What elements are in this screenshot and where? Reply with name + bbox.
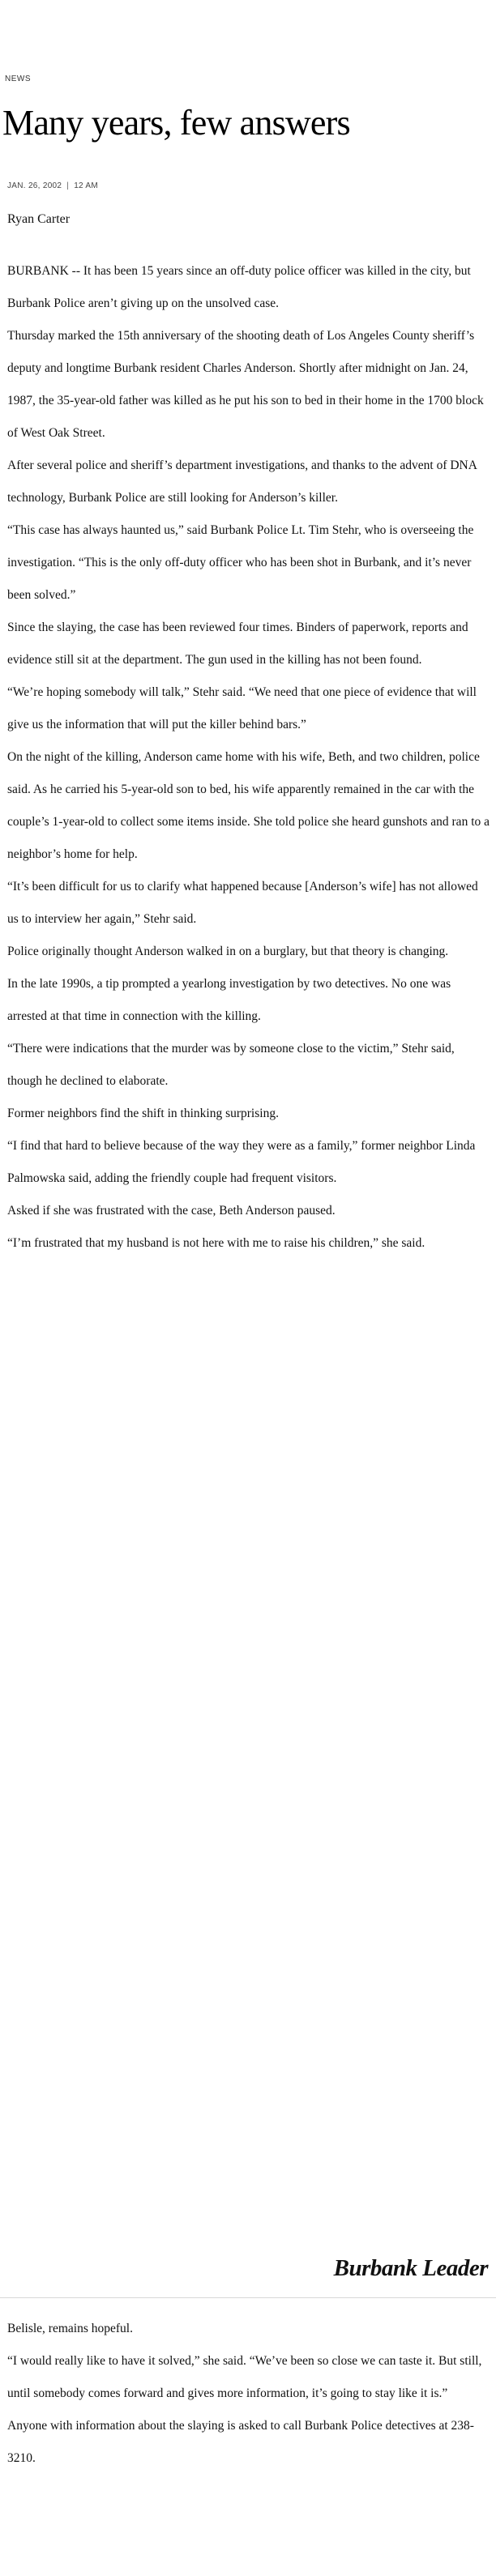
byline-author[interactable]: Ryan Carter — [7, 212, 71, 226]
paragraph: Anyone with information about the slaying is asked to call Burbank Police detectives at 238-3210. — [7, 2419, 474, 2465]
paragraph: Since the slaying, the case has been reviewed four times. Binders of paperwork, reports and evidence still sit at the department. The gun used in the killing has not been found. — [7, 621, 468, 667]
paragraph: “I would really like to have it solved,” she said. “We’ve been so close we can taste it. But still, until somebody comes forward and gives more information, it’s going to stay like it is.” — [7, 2354, 482, 2400]
publish-date: JAN. 26, 2002 — [7, 181, 62, 190]
paragraph: Thursday marked the 15th anniversary of the shooting death of Los Angeles County sheriff’s deputy and longtime Burbank resident Charles Anderson. Shortly after midnight on Jan. 24, 1987, the 35-year-old father was killed as he put his son to bed in their home in the 1700 block of West Oak Street. — [7, 329, 484, 440]
paragraph: “I find that hard to believe because of the way they were as a family,” former neighbor Linda Palmowska said, adding the friendly couple had frequent visitors. — [7, 1139, 476, 1185]
paragraph: Belisle, remains hopeful. — [7, 2322, 133, 2335]
publish-time: 12 AM — [74, 181, 99, 190]
article-body-continued — [7, 2313, 490, 2475]
publication-logo[interactable]: Burbank Leader — [333, 2255, 488, 2281]
divider — [0, 2297, 496, 2298]
paragraph: “This case has always haunted us,” said Burbank Police Lt. Tim Stehr, who is overseeing the investigation. “This is the only off-duty officer who has been shot in Burbank, and it’s never been solved.” — [7, 523, 474, 602]
headline: Many years, few answers — [2, 103, 350, 143]
paragraph: Former neighbors find the shift in thinking surprising. — [7, 1107, 279, 1120]
paragraph: “It’s been difficult for us to clarify what happened because [Anderson’s wife] has not allowed us to interview her again,” Stehr said. — [7, 880, 478, 926]
paragraph: Asked if she was frustrated with the case, Beth Anderson paused. — [7, 1204, 336, 1218]
paragraph: On the night of the killing, Anderson came home with his wife, Beth, and two children, police said. As he carried his 5-year-old son to bed, his wife apparently remained in the car with the couple’s 1-year-old to collect some items inside. She told police she heard gunshots and ran to a neighbor’s home for help. — [7, 750, 490, 861]
dateline — [7, 181, 98, 190]
article-body — [7, 255, 490, 1260]
paragraph: BURBANK -- It has been 15 years since an off-duty police officer was killed in the city, but Burbank Police aren’t giving up on the unsolved case. — [7, 264, 471, 310]
paragraph: In the late 1990s, a tip prompted a yearlong investigation by two detectives. No one was arrested at that time in connection with the killing. — [7, 977, 451, 1023]
paragraph: After several police and sheriff’s department investigations, and thanks to the advent of DNA technology, Burbank Police are still looking for Anderson’s killer. — [7, 458, 477, 505]
section-label[interactable]: NEWS — [5, 75, 31, 83]
paragraph: “There were indications that the murder was by someone close to the victim,” Stehr said, though he declined to elaborate. — [7, 1042, 455, 1088]
dateline-separator: | — [66, 181, 70, 190]
paragraph: “We’re hoping somebody will talk,” Stehr said. “We need that one piece of evidence that will give us the information that will put the killer behind bars.” — [7, 685, 477, 731]
paragraph: “I’m frustrated that my husband is not here with me to raise his children,” she said. — [7, 1236, 425, 1250]
paragraph: Police originally thought Anderson walked in on a burglary, but that theory is changing. — [7, 945, 449, 958]
